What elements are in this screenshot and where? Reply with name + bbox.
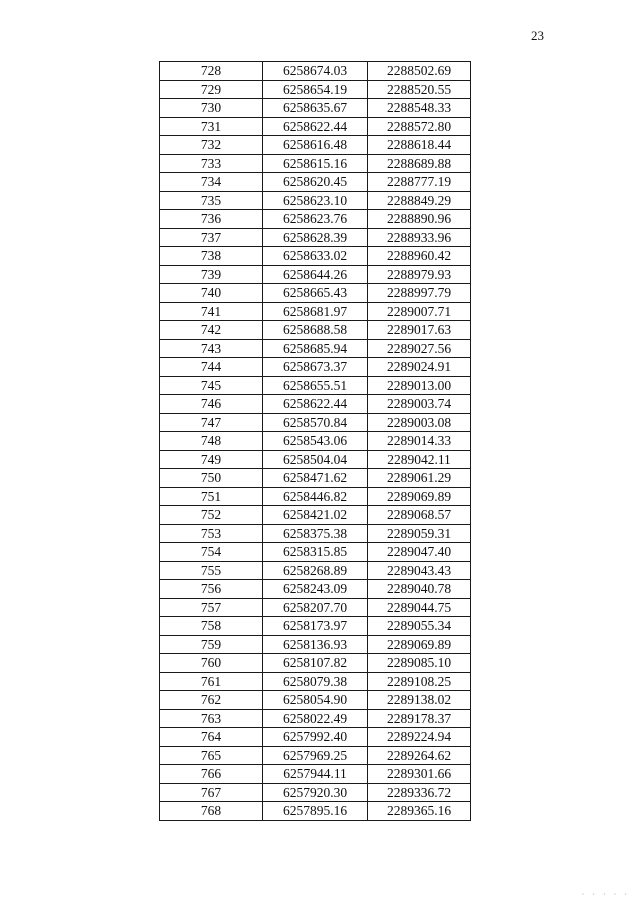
point-number-cell: 738: [160, 247, 263, 266]
table-row: [160, 598, 471, 617]
x-coordinate-cell: 6258107.82: [263, 654, 368, 673]
x-coordinate-cell: 6258446.82: [263, 487, 368, 506]
x-coordinate-cell: 6258616.48: [263, 136, 368, 155]
y-coordinate-cell: 2289013.00: [368, 376, 471, 395]
x-coordinate-cell: 6257920.30: [263, 783, 368, 802]
table-row: [160, 432, 471, 451]
table-row: [160, 506, 471, 525]
table-row: [160, 709, 471, 728]
point-number-cell: 737: [160, 228, 263, 247]
y-coordinate-cell: 2289017.63: [368, 321, 471, 340]
y-coordinate-cell: 2289027.56: [368, 339, 471, 358]
x-coordinate-cell: 6258622.44: [263, 395, 368, 414]
point-number-cell: 766: [160, 765, 263, 784]
y-coordinate-cell: 2288979.93: [368, 265, 471, 284]
y-coordinate-cell: 2289264.62: [368, 746, 471, 765]
y-coordinate-cell: 2289047.40: [368, 543, 471, 562]
table-row: [160, 321, 471, 340]
x-coordinate-cell: 6257969.25: [263, 746, 368, 765]
point-number-cell: 767: [160, 783, 263, 802]
point-number-cell: 730: [160, 99, 263, 118]
table-row: [160, 136, 471, 155]
point-number-cell: 746: [160, 395, 263, 414]
point-number-cell: 732: [160, 136, 263, 155]
scan-artifact: · · · · ·: [581, 890, 630, 899]
point-number-cell: 756: [160, 580, 263, 599]
table-row: [160, 358, 471, 377]
table-row: [160, 783, 471, 802]
point-number-cell: 752: [160, 506, 263, 525]
table-row: [160, 62, 471, 81]
y-coordinate-cell: 2289003.74: [368, 395, 471, 414]
table-row: [160, 802, 471, 821]
x-coordinate-cell: 6258665.43: [263, 284, 368, 303]
x-coordinate-cell: 6258315.85: [263, 543, 368, 562]
table-row: [160, 228, 471, 247]
x-coordinate-cell: 6258136.93: [263, 635, 368, 654]
y-coordinate-cell: 2288849.29: [368, 191, 471, 210]
x-coordinate-cell: 6258685.94: [263, 339, 368, 358]
x-coordinate-cell: 6258654.19: [263, 80, 368, 99]
point-number-cell: 728: [160, 62, 263, 81]
x-coordinate-cell: 6257944.11: [263, 765, 368, 784]
point-number-cell: 739: [160, 265, 263, 284]
table-row: [160, 487, 471, 506]
y-coordinate-cell: 2288572.80: [368, 117, 471, 136]
table-row: [160, 413, 471, 432]
x-coordinate-cell: 6257895.16: [263, 802, 368, 821]
table-row: [160, 450, 471, 469]
table-row: [160, 265, 471, 284]
point-number-cell: 768: [160, 802, 263, 821]
point-number-cell: 763: [160, 709, 263, 728]
point-number-cell: 758: [160, 617, 263, 636]
table-row: [160, 691, 471, 710]
x-coordinate-cell: 6258620.45: [263, 173, 368, 192]
x-coordinate-cell: 6258622.44: [263, 117, 368, 136]
x-coordinate-cell: 6258375.38: [263, 524, 368, 543]
table-row: [160, 395, 471, 414]
y-coordinate-cell: 2289043.43: [368, 561, 471, 580]
point-number-cell: 765: [160, 746, 263, 765]
y-coordinate-cell: 2289024.91: [368, 358, 471, 377]
point-number-cell: 751: [160, 487, 263, 506]
point-number-cell: 753: [160, 524, 263, 543]
x-coordinate-cell: 6258635.67: [263, 99, 368, 118]
point-number-cell: 762: [160, 691, 263, 710]
table-row: [160, 191, 471, 210]
table-row: [160, 746, 471, 765]
y-coordinate-cell: 2289007.71: [368, 302, 471, 321]
point-number-cell: 747: [160, 413, 263, 432]
y-coordinate-cell: 2289042.11: [368, 450, 471, 469]
x-coordinate-cell: 6258054.90: [263, 691, 368, 710]
table-row: [160, 173, 471, 192]
table-row: [160, 302, 471, 321]
x-coordinate-cell: 6258673.37: [263, 358, 368, 377]
y-coordinate-cell: 2289055.34: [368, 617, 471, 636]
x-coordinate-cell: 6258644.26: [263, 265, 368, 284]
point-number-cell: 755: [160, 561, 263, 580]
x-coordinate-cell: 6258504.04: [263, 450, 368, 469]
x-coordinate-cell: 6258243.09: [263, 580, 368, 599]
x-coordinate-cell: 6258615.16: [263, 154, 368, 173]
x-coordinate-cell: 6257992.40: [263, 728, 368, 747]
point-number-cell: 736: [160, 210, 263, 229]
table-row: [160, 469, 471, 488]
x-coordinate-cell: 6258681.97: [263, 302, 368, 321]
table-row: [160, 672, 471, 691]
table-row: [160, 117, 471, 136]
y-coordinate-cell: 2289138.02: [368, 691, 471, 710]
table-row: [160, 765, 471, 784]
x-coordinate-cell: 6258623.10: [263, 191, 368, 210]
x-coordinate-cell: 6258570.84: [263, 413, 368, 432]
y-coordinate-cell: 2289068.57: [368, 506, 471, 525]
y-coordinate-cell: 2288618.44: [368, 136, 471, 155]
y-coordinate-cell: 2288777.19: [368, 173, 471, 192]
y-coordinate-cell: 2288689.88: [368, 154, 471, 173]
point-number-cell: 734: [160, 173, 263, 192]
point-number-cell: 744: [160, 358, 263, 377]
point-number-cell: 754: [160, 543, 263, 562]
y-coordinate-cell: 2288502.69: [368, 62, 471, 81]
point-number-cell: 740: [160, 284, 263, 303]
x-coordinate-cell: 6258543.06: [263, 432, 368, 451]
point-number-cell: 745: [160, 376, 263, 395]
x-coordinate-cell: 6258628.39: [263, 228, 368, 247]
y-coordinate-cell: 2289069.89: [368, 635, 471, 654]
y-coordinate-cell: 2289336.72: [368, 783, 471, 802]
y-coordinate-cell: 2289108.25: [368, 672, 471, 691]
point-number-cell: 759: [160, 635, 263, 654]
y-coordinate-cell: 2288960.42: [368, 247, 471, 266]
coordinates-table-body: [160, 62, 471, 821]
y-coordinate-cell: 2289040.78: [368, 580, 471, 599]
x-coordinate-cell: 6258207.70: [263, 598, 368, 617]
y-coordinate-cell: 2288890.96: [368, 210, 471, 229]
table-row: [160, 728, 471, 747]
point-number-cell: 733: [160, 154, 263, 173]
y-coordinate-cell: 2289014.33: [368, 432, 471, 451]
x-coordinate-cell: 6258655.51: [263, 376, 368, 395]
table-row: [160, 617, 471, 636]
table-row: [160, 543, 471, 562]
y-coordinate-cell: 2288933.96: [368, 228, 471, 247]
y-coordinate-cell: 2289301.66: [368, 765, 471, 784]
point-number-cell: 742: [160, 321, 263, 340]
table-row: [160, 524, 471, 543]
x-coordinate-cell: 6258688.58: [263, 321, 368, 340]
y-coordinate-cell: 2289178.37: [368, 709, 471, 728]
table-row: [160, 561, 471, 580]
x-coordinate-cell: 6258623.76: [263, 210, 368, 229]
point-number-cell: 757: [160, 598, 263, 617]
table-row: [160, 284, 471, 303]
point-number-cell: 731: [160, 117, 263, 136]
table-row: [160, 99, 471, 118]
x-coordinate-cell: 6258173.97: [263, 617, 368, 636]
y-coordinate-cell: 2289085.10: [368, 654, 471, 673]
table-row: [160, 376, 471, 395]
y-coordinate-cell: 2288548.33: [368, 99, 471, 118]
table-row: [160, 339, 471, 358]
y-coordinate-cell: 2289224.94: [368, 728, 471, 747]
y-coordinate-cell: 2289003.08: [368, 413, 471, 432]
table-row: [160, 154, 471, 173]
table-row: [160, 80, 471, 99]
y-coordinate-cell: 2288997.79: [368, 284, 471, 303]
x-coordinate-cell: 6258674.03: [263, 62, 368, 81]
point-number-cell: 741: [160, 302, 263, 321]
y-coordinate-cell: 2289365.16: [368, 802, 471, 821]
point-number-cell: 748: [160, 432, 263, 451]
y-coordinate-cell: 2289059.31: [368, 524, 471, 543]
x-coordinate-cell: 6258421.02: [263, 506, 368, 525]
x-coordinate-cell: 6258268.89: [263, 561, 368, 580]
table-row: [160, 580, 471, 599]
y-coordinate-cell: 2289044.75: [368, 598, 471, 617]
y-coordinate-cell: 2289061.29: [368, 469, 471, 488]
point-number-cell: 749: [160, 450, 263, 469]
point-number-cell: 743: [160, 339, 263, 358]
coordinates-table: [159, 61, 471, 821]
x-coordinate-cell: 6258022.49: [263, 709, 368, 728]
table-row: [160, 210, 471, 229]
x-coordinate-cell: 6258633.02: [263, 247, 368, 266]
point-number-cell: 760: [160, 654, 263, 673]
table-row: [160, 635, 471, 654]
y-coordinate-cell: 2289069.89: [368, 487, 471, 506]
x-coordinate-cell: 6258471.62: [263, 469, 368, 488]
point-number-cell: 761: [160, 672, 263, 691]
y-coordinate-cell: 2288520.55: [368, 80, 471, 99]
point-number-cell: 764: [160, 728, 263, 747]
x-coordinate-cell: 6258079.38: [263, 672, 368, 691]
point-number-cell: 729: [160, 80, 263, 99]
page-number: 23: [531, 28, 544, 43]
table-row: [160, 654, 471, 673]
table-row: [160, 247, 471, 266]
point-number-cell: 735: [160, 191, 263, 210]
point-number-cell: 750: [160, 469, 263, 488]
